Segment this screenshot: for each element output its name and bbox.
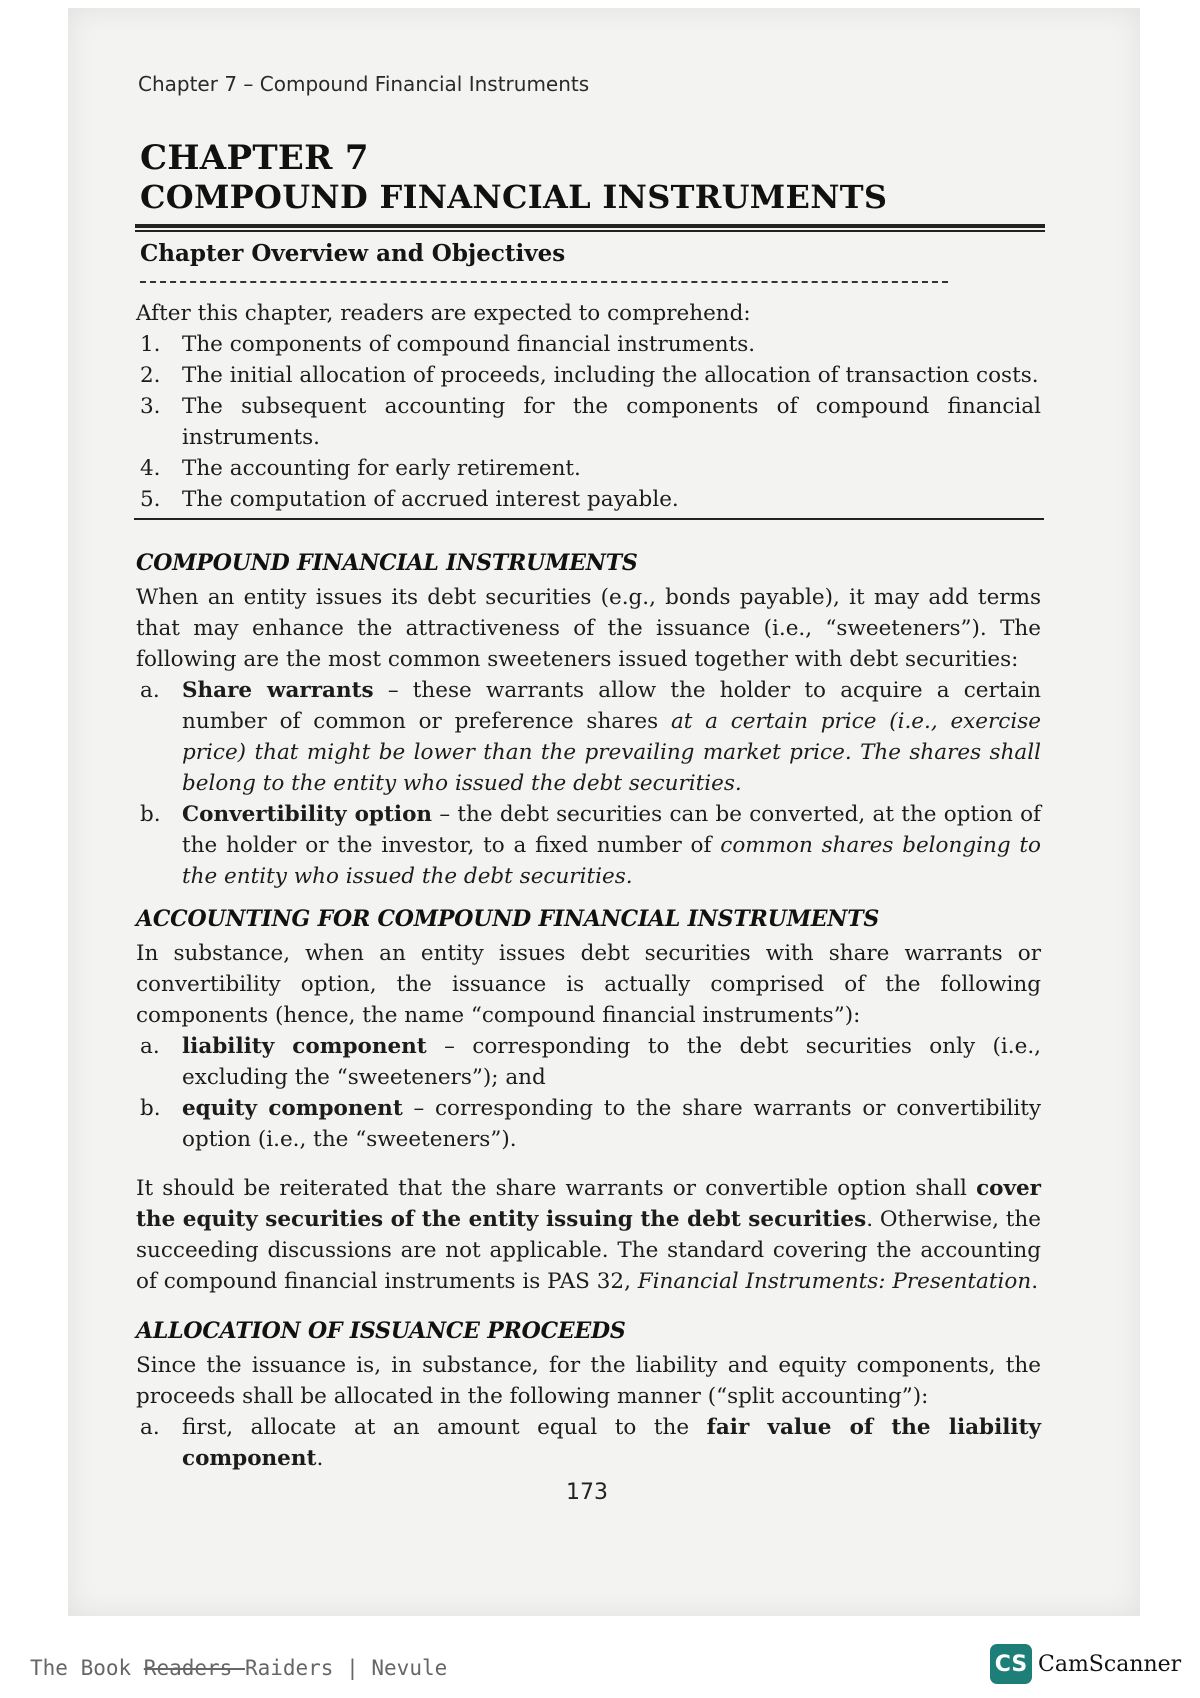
section-allocation-body	[136, 1350, 1041, 1474]
objectives-block	[136, 298, 1041, 515]
section-heading-accounting: ACCOUNTING FOR COMPOUND FINANCIAL INSTRUMENTS	[136, 906, 880, 932]
list-item: 5. The computation of accrued interest payable.	[140, 487, 679, 512]
objectives-intro: After this chapter, readers are expected to comprehend:	[136, 301, 751, 326]
watermark-text: The Book Readers Raiders | Nevule	[30, 1656, 448, 1680]
list-item: a. liability component – corresponding to the debt securities only (i.e., excluding the “sweeteners”); and	[140, 1034, 1041, 1090]
list-item: 3. The subsequent accounting for the components of compound financial instruments.	[140, 394, 1041, 450]
title-rule-thin	[135, 230, 1045, 232]
overview-heading: Chapter Overview and Objectives	[140, 240, 566, 267]
chapter-number: CHAPTER 7	[140, 138, 369, 178]
section-heading-allocation: ALLOCATION OF ISSUANCE PROCEEDS	[136, 1318, 626, 1344]
paragraph: In substance, when an entity issues debt securities with share warrants or convertibility option, the issuance is actually comprised of the following components (hence, the name “compound financial instruments”):	[136, 941, 1041, 1028]
camscanner-icon: CS	[990, 1644, 1032, 1684]
list-item: 4. The accounting for early retirement.	[140, 456, 581, 481]
list-item: b. equity component – corresponding to the share warrants or convertibility option (i.e., the “sweeteners”).	[140, 1096, 1041, 1152]
paragraph: When an entity issues its debt securities (e.g., bonds payable), it may add terms that may enhance the attractiveness of the issuance (i.e., “sweeteners”). The following are the most common sweeteners issued together with debt securities:	[136, 585, 1041, 672]
list-item: a. Share warrants – these warrants allow the holder to acquire a certain number of common or preference shares at a certain price (i.e., exercise price) that might be lower than the prevailing market price. The shares shall belong to the entity who issued the debt securities.	[140, 678, 1041, 796]
list-item: b. Convertibility option – the debt securities can be converted, at the option of the holder or the investor, to a fixed number of common shares belonging to the entity who issued the debt securities.	[140, 802, 1041, 889]
chapter-title: COMPOUND FINANCIAL INSTRUMENTS	[140, 178, 888, 216]
objectives-end-rule	[134, 518, 1044, 520]
list-item: 2. The initial allocation of proceeds, including the allocation of transaction costs.	[140, 363, 1039, 388]
running-head: Chapter 7 – Compound Financial Instruments	[138, 72, 590, 96]
section-accounting-body	[136, 938, 1041, 1297]
camscanner-logo	[990, 1644, 1181, 1684]
paragraph: It should be reiterated that the share warrants or convertible option shall cover the equity securities of the entity issuing the debt securities. Otherwise, the succeeding discussions are not applicable. The standard covering the accounting of compound financial instruments is PAS 32, Financial Instruments: Presentation.	[136, 1176, 1042, 1294]
camscanner-label: CamScanner	[1038, 1651, 1182, 1677]
paragraph: Since the issuance is, in substance, for the liability and equity components, the proceeds shall be allocated in the following manner (“split accounting”):	[136, 1353, 1041, 1409]
objectives-list	[136, 329, 1041, 515]
list-item: a. first, allocate at an amount equal to the fair value of the liability component.	[140, 1415, 1041, 1471]
section-compound-body	[136, 582, 1041, 892]
title-rule-thick	[135, 224, 1045, 228]
dashed-divider	[140, 281, 948, 283]
section-heading-compound: COMPOUND FINANCIAL INSTRUMENTS	[136, 550, 638, 576]
page-number: 173	[566, 1480, 608, 1505]
list-item: 1. The components of compound financial instruments.	[140, 332, 756, 357]
